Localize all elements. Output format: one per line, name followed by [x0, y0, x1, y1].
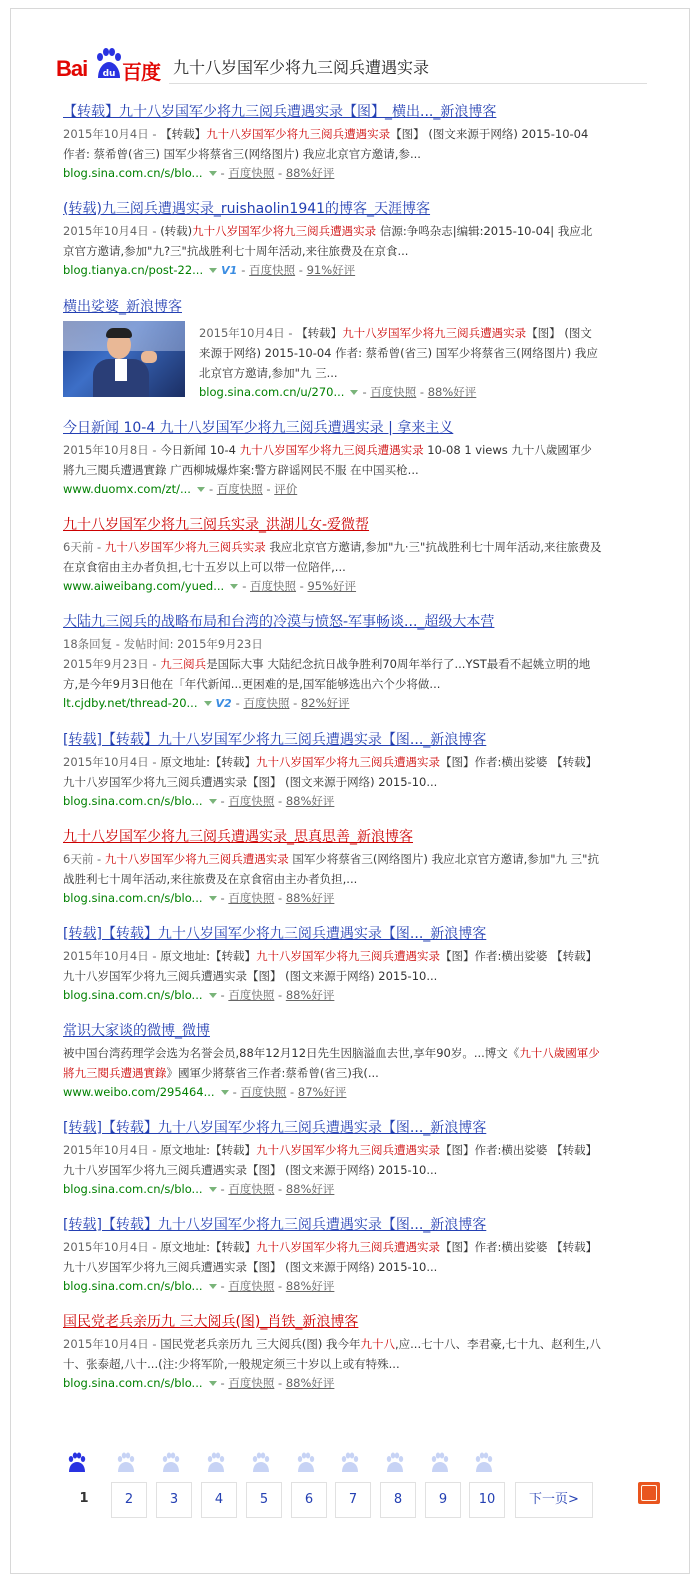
- dropdown-arrow-icon[interactable]: [209, 799, 217, 804]
- abstract-highlight: 九十八岁国军少将九三阅兵遭遇实录: [239, 443, 424, 457]
- result-date: 2015年10月4日 -: [63, 224, 161, 238]
- result-url[interactable]: blog.sina.com.cn/s/blo...: [63, 988, 203, 1002]
- abstract-text: ,应...七十八、李君豪,七十九、赵利生,八十、张泰超,八十...(注:少将军阶,一般规定须三十岁以上或有特殊...: [63, 1337, 601, 1371]
- snapshot-link[interactable]: 百度快照: [228, 1376, 275, 1390]
- page-link-9[interactable]: 9: [425, 1482, 461, 1518]
- rating-link[interactable]: 88%好评: [427, 385, 477, 399]
- dropdown-arrow-icon[interactable]: [209, 171, 217, 176]
- abstract-text: 今日新闻 10-4: [160, 443, 240, 457]
- page-link-4[interactable]: 4: [201, 1482, 237, 1518]
- result-title-link[interactable]: 【转载】九十八岁国军少将九三阅兵遭遇实录【图】_横出..._新浪博客: [63, 104, 497, 120]
- search-result: [63, 1118, 603, 1198]
- page-link-8[interactable]: 8: [380, 1482, 416, 1518]
- dropdown-arrow-icon[interactable]: [209, 896, 217, 901]
- abstract-highlight: 九十八岁国军少将九三阅兵遭遇实录: [256, 949, 441, 963]
- dropdown-arrow-icon[interactable]: [197, 487, 205, 492]
- search-result: [63, 924, 603, 1004]
- result-abstract: [63, 1334, 603, 1374]
- search-result: [63, 418, 603, 498]
- page-link-10[interactable]: 10: [469, 1482, 505, 1518]
- dropdown-arrow-icon[interactable]: [209, 1284, 217, 1289]
- page-link-3[interactable]: 3: [156, 1482, 192, 1518]
- paw-icon: [250, 1452, 272, 1474]
- result-title-link[interactable]: 常识大家谈的微博_微博: [63, 1023, 210, 1039]
- rating-link[interactable]: 88%好评: [285, 794, 335, 808]
- abstract-text: 我应北京官方邀请,参加"九·三"抗战胜利七十周年活动,来往旅费及在京食宿由主办者负担,七十五岁以上可以带一位陪伴,...: [63, 540, 602, 574]
- result-meta: blog.sina.com.cn/s/blo... - 百度快照 - 88%好评: [63, 1376, 335, 1390]
- rating-link[interactable]: 评价: [274, 482, 298, 496]
- abstract-text: 【图】作者:横出娑婆 【转载】九十八岁国军少将九三阅兵遭遇实录【图】 (图文来源于网络) 2015-10...: [63, 1143, 598, 1177]
- result-meta: lt.cjdby.net/thread-20... V2 - 百度快照 - 82%好评: [63, 696, 350, 710]
- page-link-2[interactable]: 2: [111, 1482, 147, 1518]
- search-result: [63, 827, 603, 907]
- abstract-text: 国民党老兵亲历九 三大阅兵(图) 我今年: [160, 1337, 361, 1351]
- abstract-text: 【转载】: [160, 127, 207, 141]
- abstract-highlight: 九十八歲國軍少將九三閱兵遭遇實錄: [63, 1046, 600, 1080]
- snapshot-link[interactable]: 百度快照: [228, 794, 275, 808]
- abstract-text: 原文地址:【转载】: [160, 949, 257, 963]
- search-result: [63, 515, 603, 595]
- dropdown-arrow-icon[interactable]: [221, 1090, 229, 1095]
- result-url[interactable]: www.duomx.com/zt/...: [63, 482, 191, 496]
- result-date: 2015年10月4日 -: [63, 1143, 161, 1157]
- abstract-highlight: 九十八岁国军少将九三阅兵遭遇实录: [256, 755, 441, 769]
- rating-link[interactable]: 88%好评: [285, 988, 335, 1002]
- abstract-text: 【转载】: [296, 326, 343, 340]
- search-result: [63, 612, 603, 713]
- header: [56, 48, 656, 84]
- result-abstract: [63, 537, 603, 577]
- abstract-text: 原文地址:【转载】: [160, 1240, 257, 1254]
- rating-link[interactable]: 88%好评: [285, 1279, 335, 1293]
- rating-link[interactable]: 87%好评: [297, 1085, 347, 1099]
- result-abstract: [63, 124, 603, 164]
- result-date: 2015年10月4日 -: [63, 1337, 161, 1351]
- result-image-text: [199, 321, 603, 401]
- result-date: 2015年10月4日 -: [199, 326, 297, 340]
- result-image-row: [63, 321, 603, 401]
- rating-link[interactable]: 88%好评: [285, 1182, 335, 1196]
- results-list: [63, 102, 603, 1409]
- snapshot-link[interactable]: 百度快照: [240, 1085, 287, 1099]
- result-url[interactable]: www.aiweibang.com/yued...: [63, 579, 225, 593]
- dropdown-arrow-icon[interactable]: [209, 1381, 217, 1386]
- result-meta: www.weibo.com/295464... - 百度快照 - 87%好评: [63, 1085, 347, 1099]
- paw-icon: [339, 1452, 361, 1474]
- result-abstract: [63, 1237, 603, 1277]
- abstract-highlight: 九十八岁国军少将九三阅兵遭遇实录: [256, 1143, 441, 1157]
- abstract-highlight: 九十八: [360, 1337, 395, 1351]
- result-date: 6天前 -: [63, 852, 105, 866]
- rating-link[interactable]: 91%好评: [306, 263, 356, 277]
- result-title-link[interactable]: 九十八岁国军少将九三阅兵实录_洪湖儿女-爱微帮: [63, 517, 370, 533]
- page-link-6[interactable]: 6: [291, 1482, 327, 1518]
- result-abstract: [63, 849, 603, 889]
- result-url[interactable]: blog.sina.com.cn/s/blo...: [63, 1279, 203, 1293]
- result-title-link[interactable]: (转载)九三阅兵遭遇实录_ruishaolin1941的博客_天涯博客: [63, 201, 431, 217]
- abstract-highlight: 九十八岁国军少将九三阅兵遭遇实录: [206, 127, 391, 141]
- result-title-link[interactable]: [转载]【转载】九十八岁国军少将九三阅兵遭遇实录【图..._新浪博客: [63, 926, 487, 942]
- search-box[interactable]: [169, 50, 647, 84]
- result-abstract: [63, 440, 603, 480]
- paw-icon: [295, 1452, 317, 1474]
- result-date: 2015年10月4日 -: [63, 949, 161, 963]
- result-date: 6天前 -: [63, 540, 105, 554]
- abstract-text: 【图】 (图文来源于网络) 2015-10-04 作者: 蔡希曾(省三) 国军少将蔡省三(网络图片) 我应北京官方邀请,参加"九 三...: [199, 326, 598, 380]
- result-url[interactable]: www.weibo.com/295464...: [63, 1085, 215, 1099]
- abstract-text: 【图】作者:横出娑婆 【转载】九十八岁国军少将九三阅兵遭遇实录【图】 (图文来源于网络) 2015-10...: [63, 1240, 598, 1274]
- search-result: [63, 102, 603, 182]
- result-meta: blog.sina.com.cn/u/270... - 百度快照 - 88%好评: [199, 385, 477, 399]
- result-url[interactable]: lt.cjdby.net/thread-20...: [63, 696, 198, 710]
- dropdown-arrow-icon[interactable]: [350, 390, 358, 395]
- abstract-text: 10-08 1 views 九十八歲國軍少將九三閱兵遭遇實錄 广西柳城爆炸案:警方辟谣网民不服 在中国买枪...: [63, 443, 592, 477]
- abstract-highlight: 九十八岁国军少将九三阅兵遭遇实录: [192, 224, 377, 238]
- result-date: 2015年10月4日 -: [63, 1240, 161, 1254]
- paw-icon: [66, 1452, 88, 1474]
- dropdown-arrow-icon[interactable]: [209, 993, 217, 998]
- search-result: [63, 730, 603, 810]
- baidu-logo[interactable]: [56, 48, 164, 84]
- abstract-text: 信源:争鸣杂志|编辑:2015-10-04| 我应北京官方邀请,参加"九?三"抗战胜利七十周年活动,来往旅费及在京食...: [63, 224, 593, 258]
- abstract-highlight: 九十八岁国军少将九三阅兵遭遇实录: [342, 326, 527, 340]
- abstract-text: 》國軍少將蔡省三作者:蔡希曾(省三)我(...: [166, 1066, 379, 1080]
- result-abstract: [199, 323, 603, 383]
- result-abstract: [63, 946, 603, 986]
- result-title-link[interactable]: 横出娑婆_新浪博客: [63, 299, 182, 315]
- rating-link[interactable]: 88%好评: [285, 166, 335, 180]
- result-meta: www.aiweibang.com/yued... - 百度快照 - 95%好评: [63, 579, 357, 593]
- search-result: [63, 1312, 603, 1392]
- dropdown-arrow-icon[interactable]: [209, 268, 217, 273]
- result-date: 2015年10月8日 -: [63, 443, 161, 457]
- dropdown-arrow-icon[interactable]: [204, 701, 212, 706]
- result-abstract: [63, 1043, 603, 1083]
- search-result: [63, 1215, 603, 1295]
- page-link-1: 1: [79, 1491, 89, 1506]
- abstract-highlight: 九三阅兵: [160, 657, 207, 671]
- page-link-5[interactable]: 5: [246, 1482, 282, 1518]
- result-url[interactable]: blog.sina.com.cn/s/blo...: [63, 166, 203, 180]
- snapshot-link[interactable]: 百度快照: [228, 1182, 275, 1196]
- logo-text-cn: 百度: [122, 60, 160, 84]
- logo-text-bai: Bai: [56, 56, 88, 81]
- result-date: 18条回复 - 发帖时间: 2015年9月23日 2015年9月23日 -: [63, 637, 263, 671]
- snapshot-link[interactable]: 百度快照: [250, 579, 297, 593]
- paw-icon: [115, 1452, 137, 1474]
- dropdown-arrow-icon[interactable]: [230, 584, 238, 589]
- result-title-link[interactable]: 今日新闻 10-4 九十八岁国军少将九三阅兵遭遇实录 | 拿来主义: [63, 420, 454, 436]
- result-meta: blog.sina.com.cn/s/blo... - 百度快照 - 88%好评: [63, 794, 335, 808]
- result-title-link[interactable]: 国民党老兵亲历九 三大阅兵(图)_肖铁_新浪博客: [63, 1314, 359, 1330]
- search-input[interactable]: [169, 50, 647, 82]
- paw-icon: [429, 1452, 451, 1474]
- snapshot-link[interactable]: 百度快照: [370, 385, 417, 399]
- paw-icon: [384, 1452, 406, 1474]
- rating-link[interactable]: 88%好评: [285, 1376, 335, 1390]
- search-result: [63, 297, 603, 401]
- result-url[interactable]: blog.sina.com.cn/s/blo...: [63, 1376, 203, 1390]
- pagination: [66, 1452, 606, 1522]
- snapshot-link[interactable]: 百度快照: [228, 891, 275, 905]
- result-url[interactable]: blog.sina.com.cn/s/blo...: [63, 794, 203, 808]
- result-date: 2015年10月4日 -: [63, 755, 161, 769]
- snapshot-link[interactable]: 百度快照: [228, 1279, 275, 1293]
- snapshot-link[interactable]: 百度快照: [249, 263, 296, 277]
- abstract-text: 是国际大事 大陆纪念抗日战争胜利70周年举行了...YST最看不起姚立明的地方,是今年9月3日他在「年代新闻...更困难的是,国军能够选出六个少将做...: [63, 657, 591, 691]
- result-abstract: [63, 634, 603, 694]
- result-title-link[interactable]: [转载]【转载】九十八岁国军少将九三阅兵遭遇实录【图..._新浪博客: [63, 1217, 487, 1233]
- rating-link[interactable]: 82%好评: [300, 696, 350, 710]
- result-url[interactable]: blog.tianya.cn/post-22...: [63, 263, 204, 277]
- result-abstract: [63, 1140, 603, 1180]
- snapshot-link[interactable]: 百度快照: [228, 988, 275, 1002]
- result-abstract: [63, 752, 603, 792]
- result-title-link[interactable]: 大陆九三阅兵的战略布局和台湾的冷漠与愤怒-军事畅谈..._超级大本营: [63, 614, 495, 630]
- baidu-paw-icon: [94, 48, 122, 82]
- result-url[interactable]: blog.sina.com.cn/u/270...: [199, 385, 345, 399]
- result-meta: blog.sina.com.cn/s/blo... - 百度快照 - 88%好评: [63, 1182, 335, 1196]
- result-meta: blog.sina.com.cn/s/blo... - 百度快照 - 88%好评: [63, 1279, 335, 1293]
- abstract-text: 【图】作者:横出娑婆 【转载】九十八岁国军少将九三阅兵遭遇实录【图】 (图文来源于网络) 2015-10...: [63, 755, 598, 789]
- abstract-highlight: 九十八岁国军少将九三阅兵遭遇实录: [104, 852, 289, 866]
- paw-icon: [473, 1452, 495, 1474]
- result-meta: www.duomx.com/zt/... - 百度快照 - 评价: [63, 482, 298, 496]
- result-abstract: [63, 221, 603, 261]
- verified-badge-icon: V2: [215, 697, 232, 710]
- result-url[interactable]: blog.sina.com.cn/s/blo...: [63, 891, 203, 905]
- verified-badge-icon: V1: [221, 264, 238, 277]
- result-title-link[interactable]: [转载]【转载】九十八岁国军少将九三阅兵遭遇实录【图..._新浪博客: [63, 732, 487, 748]
- search-result: [63, 199, 603, 280]
- rating-link[interactable]: 95%好评: [307, 579, 357, 593]
- search-result: [63, 1021, 603, 1101]
- abstract-highlight: 九十八岁国军少将九三阅兵实录: [104, 540, 266, 554]
- abstract-text: 【图】 (图文来源于网络) 2015-10-04 作者: 蔡希曾(省三) 国军少将蔡省三(网络图片) 我应北京官方邀请,参...: [63, 127, 589, 161]
- snapshot-link[interactable]: 百度快照: [216, 482, 263, 496]
- result-meta: blog.sina.com.cn/s/blo... - 百度快照 - 88%好评: [63, 166, 335, 180]
- paw-icon: [205, 1452, 227, 1474]
- logo-text-du: du: [102, 69, 116, 79]
- result-meta: blog.sina.com.cn/s/blo... - 百度快照 - 88%好评: [63, 988, 335, 1002]
- result-title-link[interactable]: [转载]【转载】九十八岁国军少将九三阅兵遭遇实录【图..._新浪博客: [63, 1120, 487, 1136]
- abstract-text: 【图】作者:横出娑婆 【转载】九十八岁国军少将九三阅兵遭遇实录【图】 (图文来源于网络) 2015-10...: [63, 949, 598, 983]
- page-link-7[interactable]: 7: [335, 1482, 371, 1518]
- snapshot-link[interactable]: 百度快照: [243, 696, 290, 710]
- rating-link[interactable]: 88%好评: [285, 891, 335, 905]
- abstract-highlight: 九十八岁国军少将九三阅兵遭遇实录: [256, 1240, 441, 1254]
- result-meta: blog.tianya.cn/post-22... V1 - 百度快照 - 91%好评: [63, 263, 356, 277]
- result-meta: blog.sina.com.cn/s/blo... - 百度快照 - 88%好评: [63, 891, 335, 905]
- corner-seal-icon: [638, 1482, 660, 1504]
- paw-icon: [160, 1452, 182, 1474]
- abstract-text: (转载): [160, 224, 193, 238]
- next-page-button[interactable]: 下一页>: [515, 1482, 593, 1518]
- result-thumbnail[interactable]: [63, 321, 185, 397]
- abstract-text: 被中国台湾药理学会选为名誉会员,88年12月12日先生因脑溢血去世,享年90岁。...博文《: [63, 1046, 520, 1060]
- abstract-text: 原文地址:【转载】: [160, 1143, 257, 1157]
- dropdown-arrow-icon[interactable]: [209, 1187, 217, 1192]
- result-url[interactable]: blog.sina.com.cn/s/blo...: [63, 1182, 203, 1196]
- result-title-link[interactable]: 九十八岁国军少将九三阅兵遭遇实录_思真思善_新浪博客: [63, 829, 413, 845]
- abstract-text: 原文地址:【转载】: [160, 755, 257, 769]
- snapshot-link[interactable]: 百度快照: [228, 166, 275, 180]
- abstract-text: 国军少将蔡省三(网络图片) 我应北京官方邀请,参加"九 三"抗战胜利七十周年活动,来往旅费及在京食宿由主办者负担,...: [63, 852, 599, 886]
- result-date: 2015年10月4日 -: [63, 127, 161, 141]
